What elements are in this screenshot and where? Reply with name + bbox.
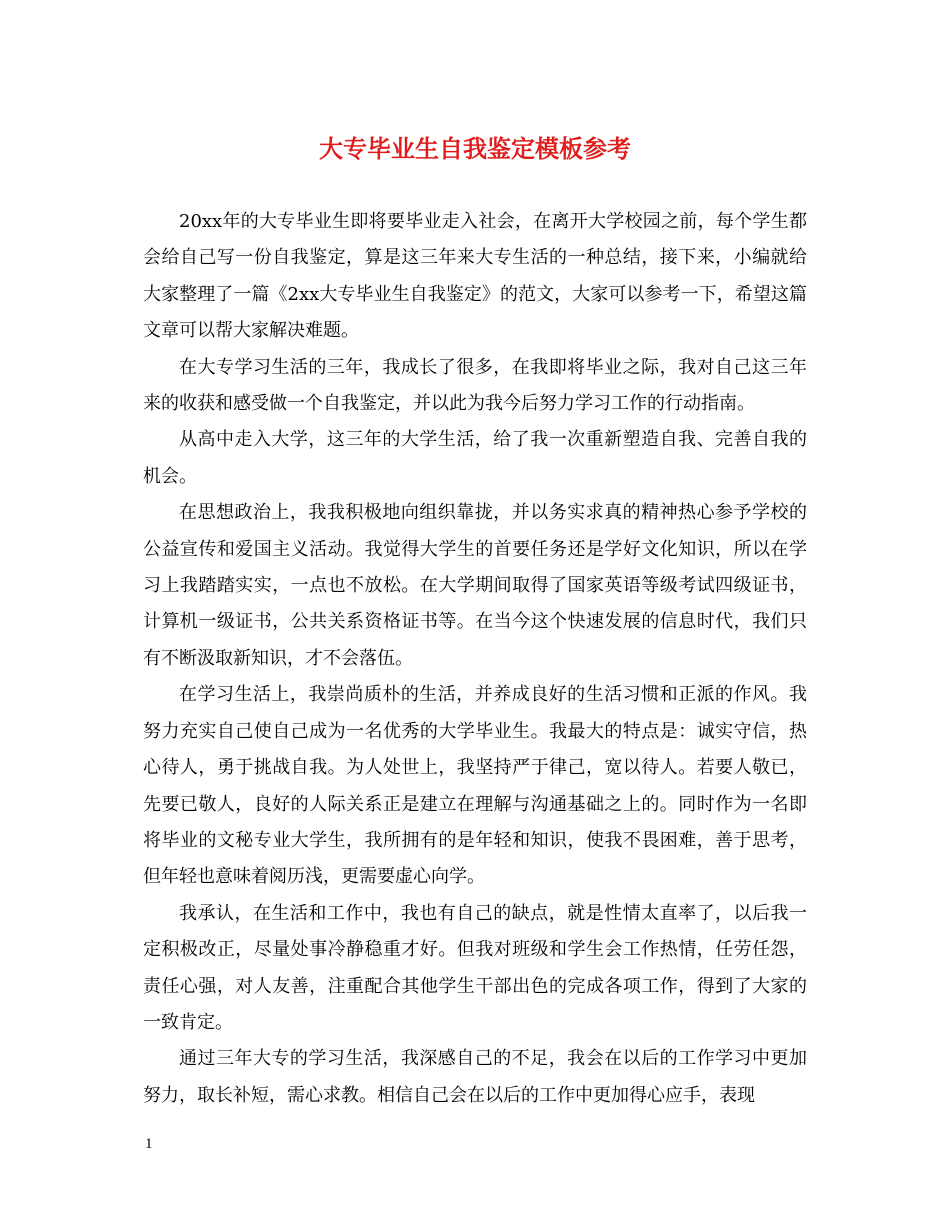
document-title: 大专毕业生自我鉴定模板参考 xyxy=(319,134,631,163)
paragraph-life-character: 在学习生活上，我崇尚质朴的生活，并养成良好的生活习惯和正派的作风。我努力充实自己使自己成为一名优秀的大学毕业生。我最大的特点是：诚实守信，热心待人，勇于挑战自我。为人处世上，我坚持严于律己，宽以待人。若要人敬已，先要已敬人，良好的人际关系正是建立在理解与沟通基础之上的。同时作为一名即将毕业的文秘专业大学生，我所拥有的是年轻和知识，使我不畏困难，善于思考，但年轻也意味着阅历浅，更需要虚心向学。 xyxy=(143,684,807,888)
document-body xyxy=(143,204,807,1114)
paragraph-growth: 在大专学习生活的三年，我成长了很多，在我即将毕业之际，我对自己这三年来的收获和感受做一个自我鉴定，并以此为我今后努力学习工作的行动指南。 xyxy=(143,356,807,415)
paragraph-shortcomings: 我承认，在生活和工作中，我也有自己的缺点，就是性情太直率了，以后我一定积极改正，尽量处事冷静稳重才好。但我对班级和学生会工作热情，任劳任怨，责任心强，对人友善，注重配合其他学生干部出色的完成各项工作，得到了大家的一致肯定。 xyxy=(143,902,807,1033)
paragraph-politics-study: 在思想政治上，我我积极地向组织靠拢，并以务实求真的精神热心参予学校的公益宣传和爱国主义活动。我觉得大学生的首要任务还是学好文化知识，所以在学习上我踏踏实实，一点也不放松。在大学期间取得了国家英语等级考试四级证书，计算机一级证书，公共关系资格证书等。在当今这个快速发展的信息时代，我们只有不断汲取新知识，才不会落伍。 xyxy=(143,502,807,669)
page-number: 1 xyxy=(145,1136,153,1152)
paragraph-conclusion: 通过三年大专的学习生活，我深感自己的不足，我会在以后的工作学习中更加努力，取长补短，需心求教。相信自己会在以后的工作中更加得心应手，表现 xyxy=(143,1048,807,1106)
paragraph-opportunity: 从高中走入大学，这三年的大学生活，给了我一次重新塑造自我、完善自我的机会。 xyxy=(143,429,807,487)
paragraph-intro: 20xx年的大专毕业生即将要毕业走入社会，在离开大学校园之前，每个学生都会给自己写一份自我鉴定，算是这三年来大专生活的一种总结，接下来，小编就给大家整理了一篇《2xx大专毕业生自我鉴定》的范文，大家可以参考一下，希望这篇文章可以帮大家解决难题。 xyxy=(143,211,807,342)
